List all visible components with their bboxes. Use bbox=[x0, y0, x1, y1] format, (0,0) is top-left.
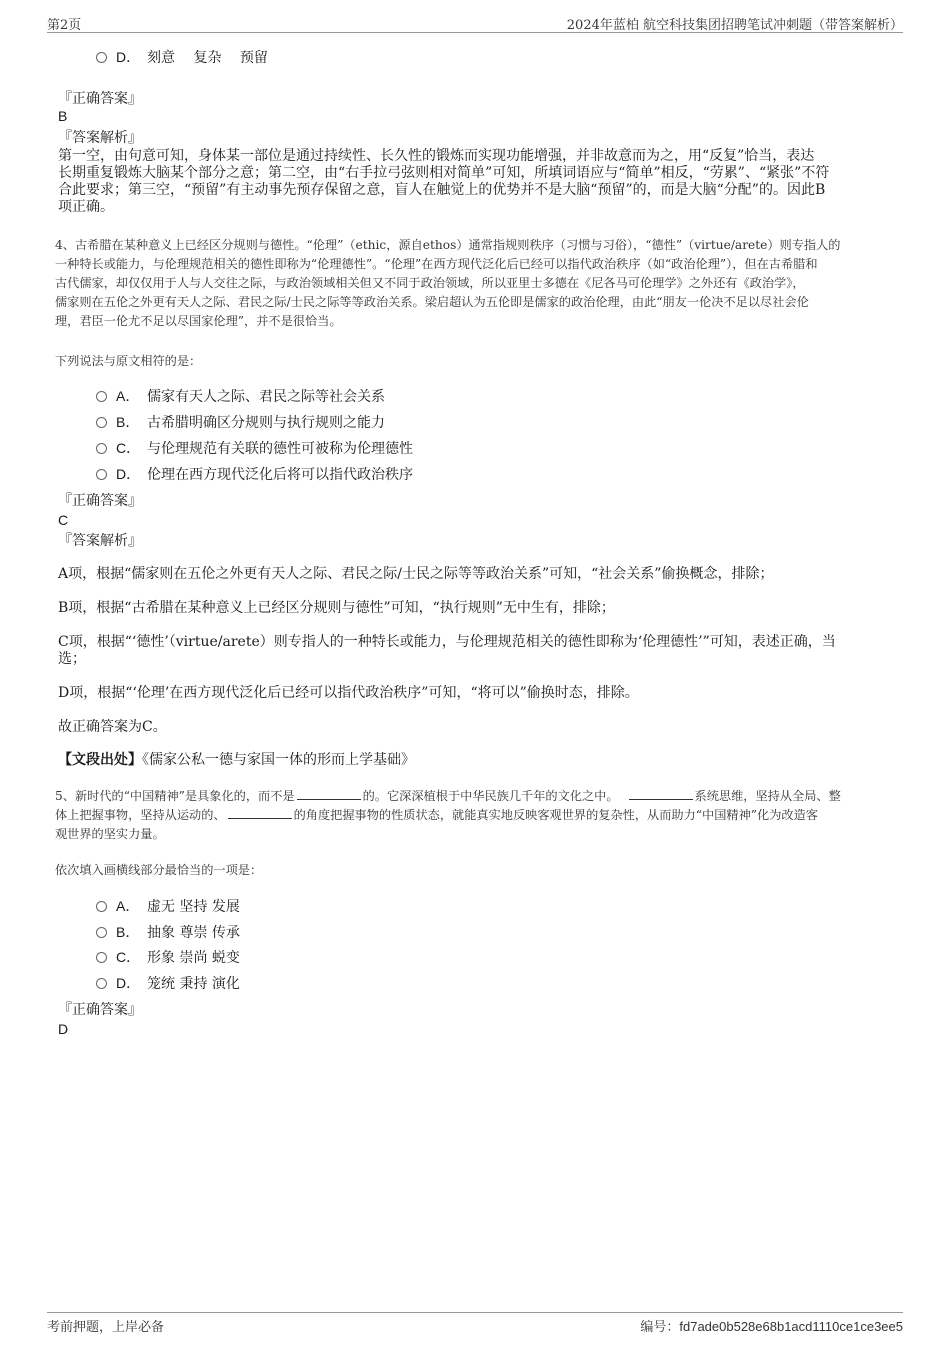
q5-answer: D bbox=[58, 1021, 69, 1037]
q4-analysis-d: D项，根据“‘伦理’在西方现代泛化后已经可以指代政治秩序”可知，“将可以”偷换时态，排除。 bbox=[58, 685, 639, 701]
q3-answer-label: 『正确答案』 bbox=[58, 91, 142, 107]
fill-blank-2 bbox=[629, 787, 693, 800]
q4-conclusion: 故正确答案为C。 bbox=[58, 719, 167, 735]
q4-option-a[interactable]: A． 儒家有天人之际、君民之际等社会关系 bbox=[96, 386, 385, 406]
q5-prompt: 依次填入画横线部分最恰当的一项是： bbox=[55, 863, 263, 877]
q5-option-b[interactable]: B． 抽象 尊崇 传承 bbox=[96, 922, 240, 942]
radio-icon[interactable] bbox=[96, 901, 107, 912]
q5-option-d[interactable]: D． 笼统 秉持 演化 bbox=[96, 973, 240, 993]
q5-answer-label: 『正确答案』 bbox=[58, 1002, 142, 1018]
radio-icon[interactable] bbox=[96, 417, 107, 428]
q3-option-d[interactable]: D． 刻意 复杂 预留 bbox=[96, 47, 268, 67]
radio-icon[interactable] bbox=[96, 927, 107, 938]
q5-stem: 5、新时代的“中国精神”是具象化的，而不是 的。它深深植根于中华民族几千年的文化之中。 系统思维，坚持从全局、整 体上把握事物，坚持从运动的、 的角度把握事物的性质状态，就能真实地反映客观世界的复杂性，从而助力“中国精神”化为改造客 观世界的坚实力量。 bbox=[55, 789, 841, 841]
q4-option-b[interactable]: B． 古希腊明确区分规则与执行规则之能力 bbox=[96, 412, 385, 432]
document-code: 编号：fd7ade0b528e68b1acd1110ce1ce3ee5 bbox=[640, 1319, 903, 1335]
source-label: 【文段出处】 bbox=[58, 752, 142, 768]
page-header bbox=[47, 12, 903, 33]
radio-icon[interactable] bbox=[96, 469, 107, 480]
document-title: 2024年蓝柏 航空科技集团招聘笔试冲刺题（带答案解析） bbox=[566, 18, 903, 33]
q4-prompt: 下列说法与原文相符的是： bbox=[55, 354, 202, 368]
q4-analysis-b: B项，根据“古希腊在某种意义上已经区分规则与德性”可知，“执行规则”无中生有，排除； bbox=[58, 600, 615, 616]
q5-option-c[interactable]: C． 形象 崇尚 蜕变 bbox=[96, 947, 240, 967]
source-title: 《儒家公私一德与家国一体的形而上学基础》 bbox=[142, 752, 415, 768]
q4-source bbox=[58, 752, 888, 769]
radio-icon[interactable] bbox=[96, 443, 107, 454]
page-footer bbox=[47, 1312, 903, 1335]
radio-icon[interactable] bbox=[96, 391, 107, 402]
radio-icon[interactable] bbox=[96, 978, 107, 989]
q4-analysis-label: 『答案解析』 bbox=[58, 533, 142, 549]
q3-analysis-label: 『答案解析』 bbox=[58, 130, 142, 146]
radio-icon[interactable] bbox=[96, 52, 107, 63]
page-number: 第2页 bbox=[47, 18, 82, 33]
radio-icon[interactable] bbox=[96, 952, 107, 963]
fill-blank-3 bbox=[228, 806, 292, 819]
footer-slogan: 考前押题，上岸必备 bbox=[47, 1320, 165, 1335]
q4-answer-label: 『正确答案』 bbox=[58, 493, 142, 509]
q4-answer: C bbox=[58, 512, 69, 528]
fill-blank-1 bbox=[297, 787, 361, 800]
q4-option-c[interactable]: C． 与伦理规范有关联的德性可被称为伦理德性 bbox=[96, 438, 413, 458]
q4-analysis-c: C项，根据“‘德性’（virtue/arete）则专指人的一种特长或能力，与伦理规范相关的德性即称为‘伦理德性’”可知，表述正确，当 选； bbox=[58, 634, 836, 667]
q3-analysis: 第一空，由句意可知，身体某一部位是通过持续性、长久性的锻炼而实现功能增强，并非故意而为之，用“反复”恰当，表达 长期重复锻炼大脑某个部分之意；第二空，由“右手拉弓弦则相对简单”可知，所填词语应与“简单”相反，“劳累”、“紧张”不符 合此要求；第三空，“预留”有主动事先预存保留之意，盲人在触觉上的优势并不是大脑“预留”的，而是大脑“分配”的。因此B 项正确。 bbox=[58, 148, 830, 215]
q4-option-d[interactable]: D． 伦理在西方现代泛化后将可以指代政治秩序 bbox=[96, 464, 413, 484]
q3-answer: B bbox=[58, 108, 68, 124]
q5-option-a[interactable]: A． 虚无 坚持 发展 bbox=[96, 896, 240, 916]
q4-analysis-a: A项，根据“儒家则在五伦之外更有天人之际、君民之际/士民之际等等政治关系”可知，“社会关系”偷换概念，排除； bbox=[58, 566, 774, 582]
q4-stem: 4、古希腊在某种意义上已经区分规则与德性。“伦理”（ethic，源自ethos）通常指规则秩序（习惯与习俗），“德性”（virtue/arete）则专指人的 一种特长或能力，与伦理规范相关的德性即称为“伦理德性”。“伦理”在西方现代泛化后已经可以指代政治秩序（如“政治伦理”），但在古希腊和 古代儒家，却仅仅用于人与人交往之际，与政治领域相关但又不同于政治领域，所以亚里士多德在《尼各马可伦理学》之外还有《政治学》， 儒家则在五伦之外更有天人之际、君民之际/士民之际等等政治关系。梁启超认为五伦即是儒家的政治伦理，由此“朋友一伦决不足以尽社会伦 理，君臣一伦尤不足以尽国家伦理”，并不是很恰当。 bbox=[55, 238, 841, 328]
